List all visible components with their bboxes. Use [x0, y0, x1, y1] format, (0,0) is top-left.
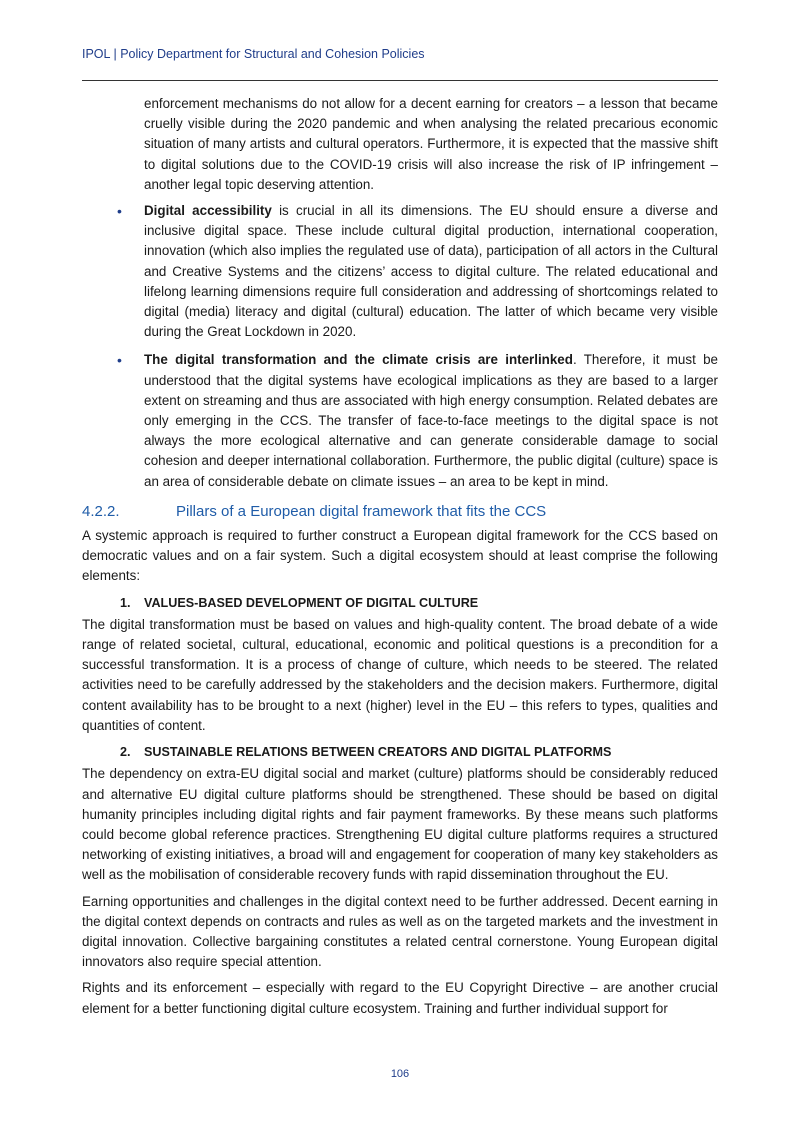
header-rule [82, 80, 718, 81]
intro-paragraph: enforcement mechanisms do not allow for a decent earning for creators – a lesson that became cruelly visible during the 2020 pandemic and when analysing the related precarious economic situation of many artists and cultural operators. Furthermore, it is expected that the massive shift to digital solutions due to the COVID-19 crisis will also increase the risk of IP infringement – another legal topic deserving attention. [144, 96, 718, 192]
body-paragraph: The digital transformation must be based on values and high-quality content. The broad debate of a wide range of related societal, cultural, educational, economic and political questions is a precondition for a successful transformation. It is a process of change of culture, which needs to be steered. The related activities need to be carefully addressed by the stakeholders and the decision makers. Furthermore, digital content availability has to be brought to a next (higher) level in the EU – this refers to types, qualities and quantities of content. [82, 616, 718, 733]
section-intro: A systemic approach is required to further construct a European digital framework for the CCS based on democratic values and on a fair system. Such a digital ecosystem should at least comprise the following elements: [82, 528, 718, 584]
bullet-text: . Therefore, it must be understood that the digital systems have ecological implications as they are based to a larger extent on streaming and thus are associated with high energy consumption. Related debates are only emerging in the CCS. The transfer of face-to-face meetings to the digital space is not always the more ecological alternative and can generate considerable damage to social cohesion and deeper international collaboration. Furthermore, the public digital (culture) space is an area of considerable debate on climate issues – an area to be kept in mind. [144, 352, 718, 489]
bullet-bold-lead: Digital accessibility [144, 203, 272, 219]
item-number: 2. [120, 745, 131, 760]
bullet-item [117, 350, 718, 491]
item-heading-2 [120, 742, 718, 762]
item-title: VALUES-BASED DEVELOPMENT OF DIGITAL CULTURE [144, 595, 479, 610]
page-number: 106 [390, 1068, 410, 1080]
item-heading-1 [120, 593, 718, 613]
section-title: Pillars of a European digital framework that fits the CCS [176, 502, 547, 520]
running-header: IPOL | Policy Department for Structural and Cohesion Policies [82, 47, 425, 61]
bullet-item [117, 201, 718, 342]
bullet-icon: • [117, 203, 122, 220]
page-body [82, 94, 718, 1025]
section-number: 4.2.2. [82, 502, 120, 520]
body-paragraph: Earning opportunities and challenges in the digital context need to be further addressed. Decent earning in the digital context depends on contracts and rules as well as on the targeted markets and the investment in digital innovation. Collective bargaining constitutes a related central cornerstone. Young European digital innovators also require special attention. [82, 893, 718, 970]
bullet-list [82, 201, 718, 492]
bullet-bold-lead: The digital transformation and the climate crisis are interlinked [144, 352, 573, 368]
bullet-icon: • [117, 352, 122, 369]
item-number: 1. [120, 595, 131, 610]
item-title: SUSTAINABLE RELATIONS BETWEEN CREATORS AND DIGITAL PLATFORMS [144, 745, 612, 760]
body-paragraph: The dependency on extra-EU digital social and market (culture) platforms should be considerably reduced and alternative EU digital culture platforms should be strengthened. These should be based on digital humanity principles including digital rights and fair payment frameworks. By these means such platforms could become global reference practices. Strengthening EU digital culture platforms requires a structured networking of existing initiatives, a broad will and engagement for cooperation of many key stakeholders as well as the mobilisation of considerable recovery funds with rapid dissemination throughout the EU. [82, 766, 718, 883]
section-heading [82, 502, 718, 522]
body-paragraph: Rights and its enforcement – especially with regard to the EU Copyright Directive – are another crucial element for a better functioning digital culture ecosystem. Training and further individual support for [82, 980, 718, 1016]
bullet-text: is crucial in all its dimensions. The EU should ensure a diverse and inclusive digital space. These include cultural digital production, international cooperation, innovation (which also implies the regulated use of data), participation of all actors in the Cultural and Creative Systems and the citizens’ access to digital culture. The related educational and lifelong learning dimensions require full consideration and addressing of shortcomings related to digital (media) literacy and digital (cultural) education. The latter of which became very visible during the Great Lockdown in 2020. [144, 203, 718, 340]
